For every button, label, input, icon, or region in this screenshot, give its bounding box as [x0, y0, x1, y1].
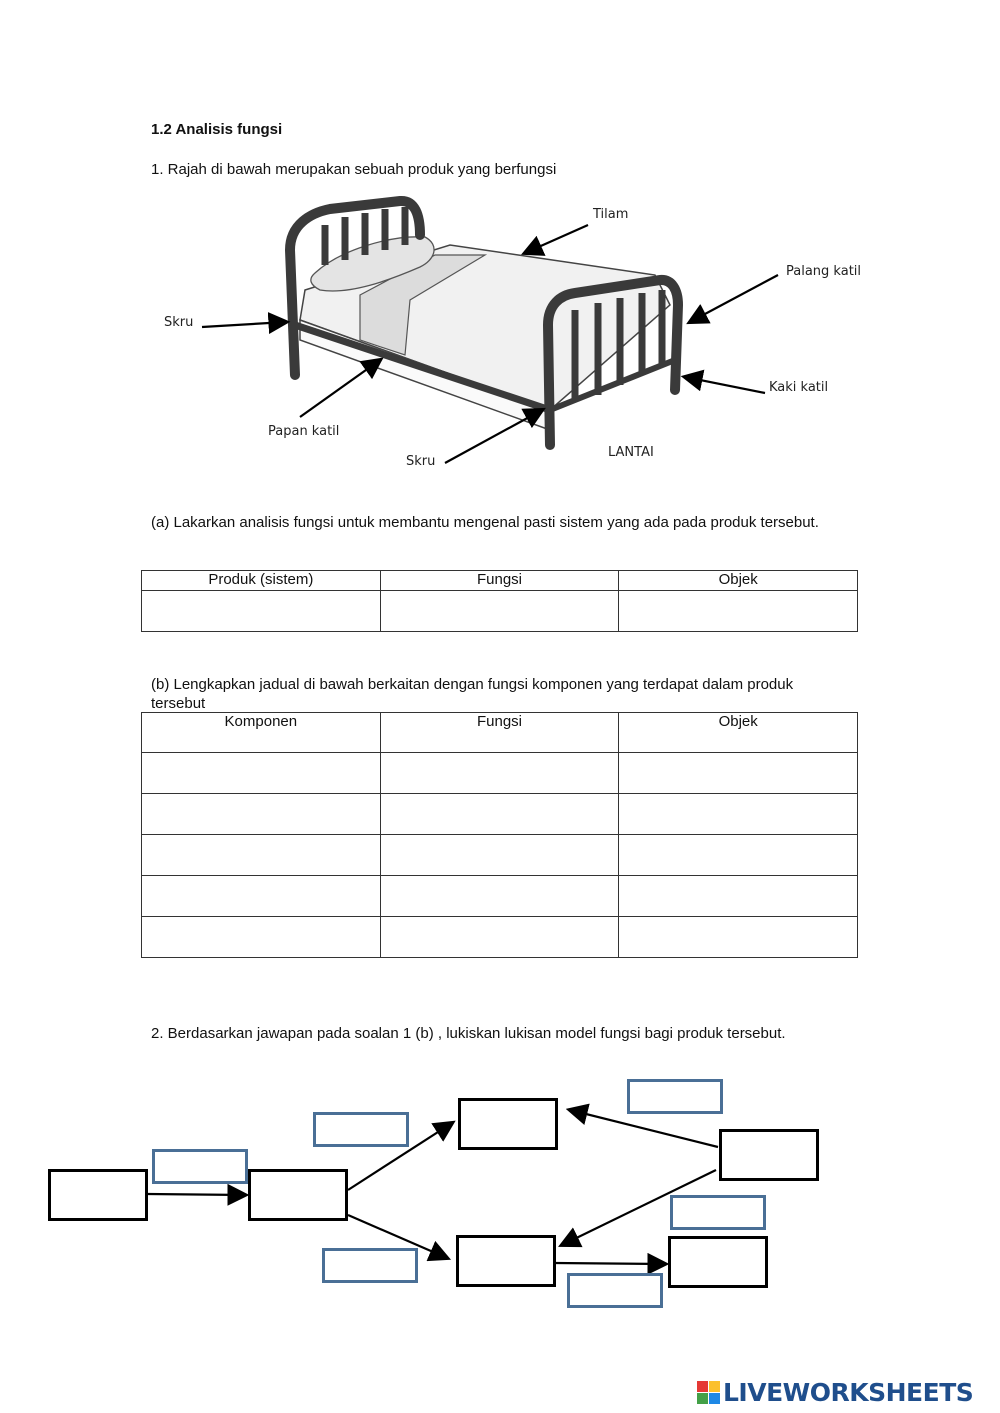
- model-box-lower[interactable]: [456, 1235, 556, 1287]
- bed-diagram: [150, 195, 880, 480]
- answer-cell[interactable]: [380, 876, 619, 917]
- answer-label-box[interactable]: [567, 1273, 663, 1308]
- answer-cell[interactable]: [380, 753, 619, 794]
- label-kaki-katil: Kaki katil: [769, 380, 829, 395]
- answer-cell[interactable]: [619, 591, 858, 632]
- answer-label-box[interactable]: [152, 1149, 248, 1184]
- part-a-prompt: (a) Lakarkan analisis fungsi untuk membantu mengenal pasti sistem yang ada pada produk tersebut.: [151, 514, 819, 531]
- answer-cell[interactable]: [142, 917, 381, 958]
- brand-name: LIVEWORKSHEETS: [723, 1378, 974, 1407]
- model-box-right[interactable]: [719, 1129, 819, 1181]
- model-box-upper[interactable]: [458, 1098, 558, 1150]
- label-lantai: LANTAI: [608, 445, 654, 460]
- answer-cell[interactable]: [142, 591, 381, 632]
- label-skru-bottom: Skru: [406, 454, 436, 469]
- model-box-system[interactable]: [248, 1169, 348, 1221]
- liveworksheets-logo: [697, 1378, 973, 1407]
- answer-cell[interactable]: [142, 876, 381, 917]
- answer-label-box[interactable]: [670, 1195, 766, 1230]
- answer-label-box[interactable]: [322, 1248, 418, 1283]
- part-b-prompt: (b) Lengkapkan jadual di bawah berkaitan dengan fungsi komponen yang terdapat dalam produk tersebut: [151, 676, 794, 712]
- part-a-header: Objek: [619, 571, 858, 591]
- logo-icon: [697, 1381, 720, 1404]
- answer-cell[interactable]: [619, 753, 858, 794]
- answer-cell[interactable]: [380, 794, 619, 835]
- question-2-prompt: 2. Berdasarkan jawapan pada soalan 1 (b) , lukiskan lukisan model fungsi bagi produk tersebut.: [151, 1025, 786, 1042]
- answer-cell[interactable]: [380, 917, 619, 958]
- answer-label-box[interactable]: [313, 1112, 409, 1147]
- model-box-output[interactable]: [668, 1236, 768, 1288]
- answer-cell[interactable]: [142, 794, 381, 835]
- part-b-header: Fungsi: [380, 713, 619, 753]
- model-box-input[interactable]: [48, 1169, 148, 1221]
- part-b-header: Objek: [619, 713, 858, 753]
- answer-cell[interactable]: [142, 835, 381, 876]
- label-papan-katil: Papan katil: [268, 424, 340, 439]
- answer-cell[interactable]: [380, 591, 619, 632]
- question-1-prompt: 1. Rajah di bawah merupakan sebuah produk yang berfungsi: [151, 161, 557, 178]
- part-a-header: Fungsi: [380, 571, 619, 591]
- answer-cell[interactable]: [619, 835, 858, 876]
- bed-illustration: [290, 201, 678, 445]
- answer-cell[interactable]: [380, 835, 619, 876]
- answer-cell[interactable]: [142, 753, 381, 794]
- part-a-table: [141, 570, 858, 632]
- answer-cell[interactable]: [619, 917, 858, 958]
- label-palang-katil: Palang katil: [786, 264, 862, 279]
- part-b-table: [141, 712, 858, 958]
- answer-cell[interactable]: [619, 794, 858, 835]
- part-b-header: Komponen: [142, 713, 381, 753]
- label-skru-left: Skru: [164, 315, 194, 330]
- part-a-header: Produk (sistem): [142, 571, 381, 591]
- section-title: 1.2 Analisis fungsi: [151, 121, 283, 138]
- answer-cell[interactable]: [619, 876, 858, 917]
- label-tilam: Tilam: [593, 207, 629, 222]
- answer-label-box[interactable]: [627, 1079, 723, 1114]
